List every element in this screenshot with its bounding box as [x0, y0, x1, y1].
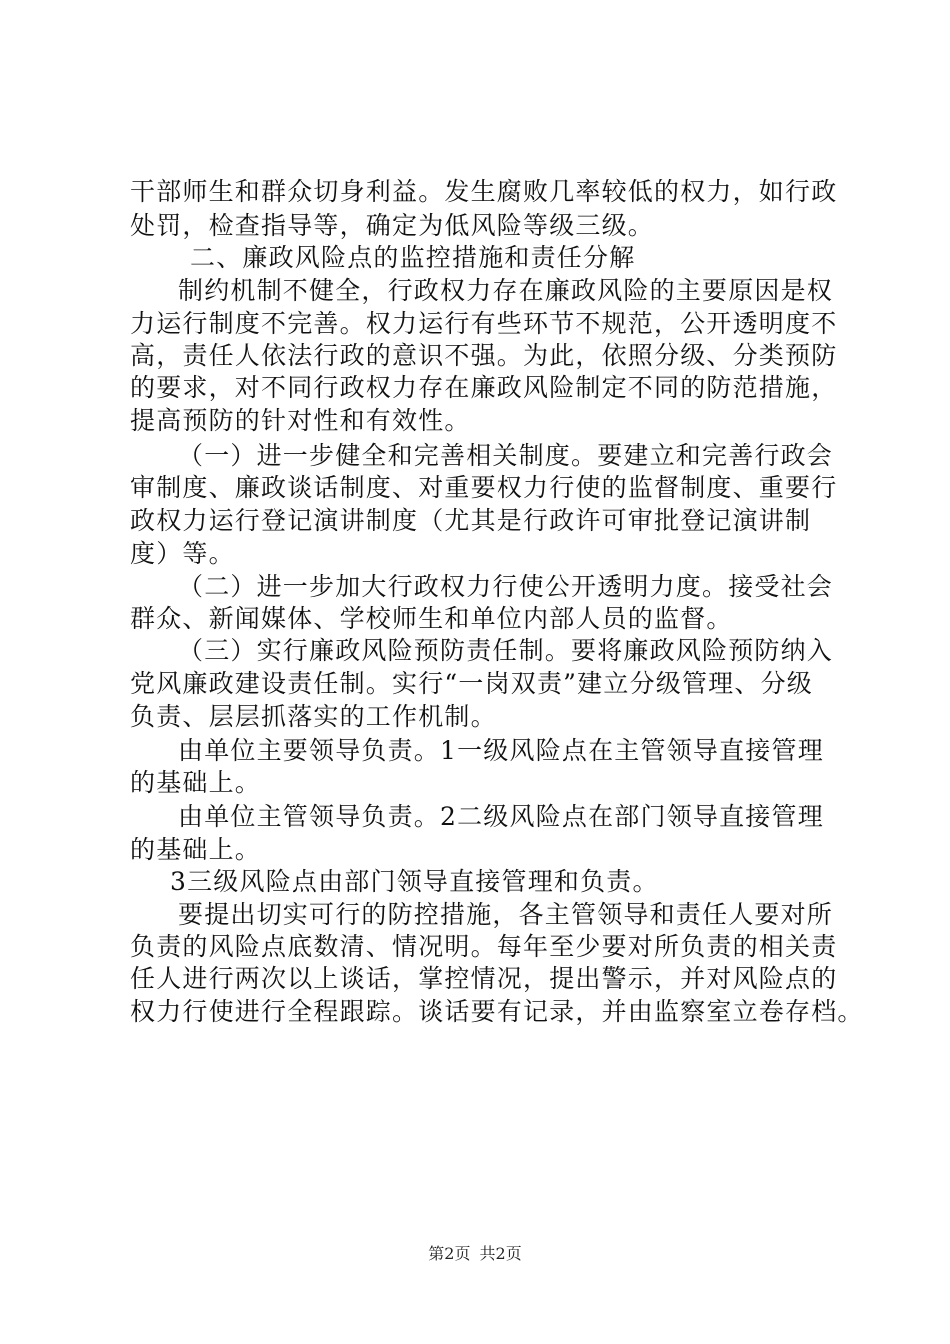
text-line: 权力行使进行全程跟踪。谈话要有记录，并由监察室立卷存档。 [130, 997, 864, 1026]
text-line: 的基础上。 [130, 768, 262, 797]
text-line: 制约机制不健全，行政权力存在廉政风险的主要原因是权 [178, 276, 834, 305]
text-line: 审制度、廉政谈话制度、对重要权力行使的监督制度、重要行 [130, 473, 838, 502]
text-line: 任人进行两次以上谈话，掌控情况，提出警示，并对风险点的 [130, 964, 838, 993]
text-line: 3三级风险点由部门领导直接管理和负责。 [170, 867, 659, 896]
text-line: 政权力运行登记演讲制度（尤其是行政许可审批登记演讲制 [130, 506, 812, 535]
text-line: 高，责任人依法行政的意识不强。为此，依照分级、分类预防 [130, 341, 838, 370]
page-footer [0, 1244, 950, 1264]
text-line: 党风廉政建设责任制。实行“一岗双责”建立分级管理、分级 [130, 669, 813, 698]
text-line: 提高预防的针对性和有效性。 [130, 406, 471, 435]
text-line: 的基础上。 [130, 835, 262, 864]
text-line: 由单位主要领导负责。1一级风险点在主管领导直接管理 [178, 736, 824, 765]
text-line: 由单位主管领导负责。2二级风险点在部门领导直接管理 [178, 802, 824, 831]
text-line: 要提出切实可行的防控措施，各主管领导和责任人要对所 [178, 900, 834, 929]
text-line: （二）进一步加大行政权力行使公开透明力度。接受社会 [178, 572, 834, 601]
text-line: 干部师生和群众切身利益。发生腐败几率较低的权力，如行政 [130, 177, 838, 206]
text-line: 度）等。 [130, 539, 235, 568]
text-line: （一）进一步健全和完善相关制度。要建立和完善行政会 [178, 441, 834, 470]
text-line: 二、廉政风险点的监控措施和责任分解 [190, 243, 636, 272]
text-line: 的要求，对不同行政权力存在廉政风险制定不同的防范措施， [130, 373, 838, 402]
text-line: 力运行制度不完善。权力运行有些环节不规范，公开透明度不 [130, 309, 838, 338]
text-line: （三）实行廉政风险预防责任制。要将廉政风险预防纳入 [178, 636, 834, 665]
text-line: 处罚，检查指导等，确定为低风险等级三级。 [130, 211, 655, 240]
text-line: 群众、新闻媒体、学校师生和单位内部人员的监督。 [130, 604, 733, 633]
page-total: 共2页 [479, 1244, 522, 1263]
text-line: 负责的风险点底数清、情况明。每年至少要对所负责的相关责 [130, 932, 838, 961]
text-line: 负责、层层抓落实的工作机制。 [130, 702, 497, 731]
page-number: 第2页 [428, 1244, 471, 1263]
